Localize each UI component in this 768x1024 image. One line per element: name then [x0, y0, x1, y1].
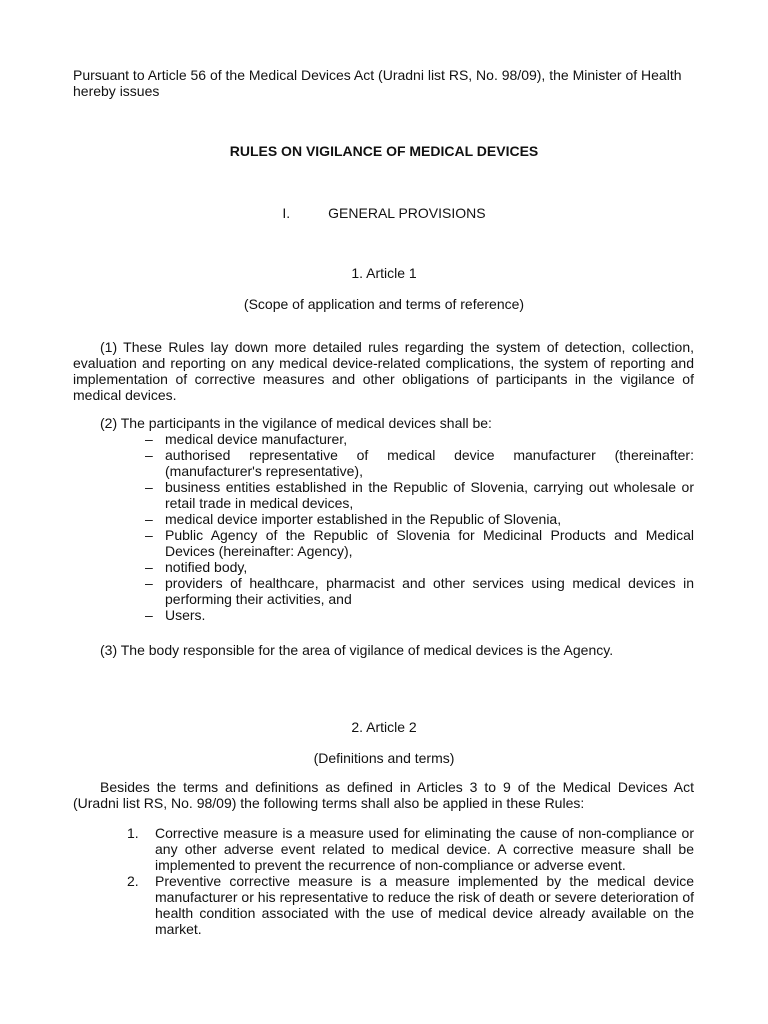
list-item: – Public Agency of the Republic of Slovenia for Medicinal Products and Medical Devices (hereinafter: Agency), — [145, 527, 694, 559]
list-item: – authorised representative of medical device manufacturer (thereinafter: (manufacturer's representative), — [145, 447, 694, 479]
list-item: 1. Corrective measure is a measure used for eliminating the cause of non-compliance or any other adverse event related to medical device. A corrective measure shall be implemented to prevent the recurrence of non-compliance or adverse event. — [127, 825, 694, 873]
participants-lead: (2) The participants in the vigilance of medical devices shall be: — [100, 415, 492, 431]
list-item: – medical device importer established in the Republic of Slovenia, — [145, 511, 562, 527]
article-1-paragraph-3: (3) The body responsible for the area of vigilance of medical devices is the Agency. — [100, 642, 614, 658]
list-item: – medical device manufacturer, — [145, 431, 348, 447]
list-item: – Users. — [145, 607, 206, 623]
dash-marker: – — [145, 575, 153, 591]
intro-paragraph: Pursuant to Article 56 of the Medical Devices Act (Uradni list RS, No. 98/09), the Minister of Health hereby issues — [73, 67, 682, 99]
dash-marker: – — [145, 607, 153, 623]
dash-marker: – — [145, 431, 153, 447]
article-1-subtitle: (Scope of application and terms of reference) — [243, 296, 525, 312]
dash-marker: – — [145, 527, 153, 543]
section-label: GENERAL PROVISIONS — [328, 205, 486, 221]
list-item: – providers of healthcare, pharmacist and other services using medical devices in performing their activities, and — [145, 575, 694, 607]
dash-marker: – — [145, 447, 153, 463]
item-number: 1. — [127, 825, 139, 841]
item-number: 2. — [127, 873, 139, 889]
list-item: – notified body, — [145, 559, 248, 575]
list-item: 2. Preventive corrective measure is a measure implemented by the medical device manufacturer or his representative to reduce the risk of death or severe deterioration of health condition associated with the use of medical device already available on the market. — [127, 873, 694, 937]
dash-marker: – — [145, 511, 153, 527]
document-title: RULES ON VIGILANCE OF MEDICAL DEVICES — [229, 143, 539, 159]
article-2-paragraph-1: Besides the terms and definitions as defined in Articles 3 to 9 of the Medical Devices Act (Uradni list RS, No. 98/09) the following terms shall also be applied in these Rules: — [73, 779, 694, 811]
article-1-heading: 1. Article 1 — [351, 265, 417, 281]
dash-marker: – — [145, 559, 153, 575]
article-1-paragraph-2 — [73, 415, 694, 623]
section-number: I. — [282, 205, 291, 221]
definitions-list — [73, 825, 694, 937]
dash-marker: – — [145, 479, 153, 495]
article-1-paragraph-1: (1) These Rules lay down more detailed rules regarding the system of detection, collection, evaluation and reporting on any medical device-related complications, the system of reporting and implementation of corrective measures and other obligations of participants in the vigilance of medical devices. — [73, 339, 694, 403]
article-2-heading: 2. Article 2 — [351, 719, 417, 735]
participants-list — [73, 431, 694, 623]
list-item: – business entities established in the Republic of Slovenia, carrying out wholesale or retail trade in medical devices, — [145, 479, 694, 511]
article-2-subtitle: (Definitions and terms) — [313, 750, 455, 766]
section-heading — [0, 205, 768, 221]
